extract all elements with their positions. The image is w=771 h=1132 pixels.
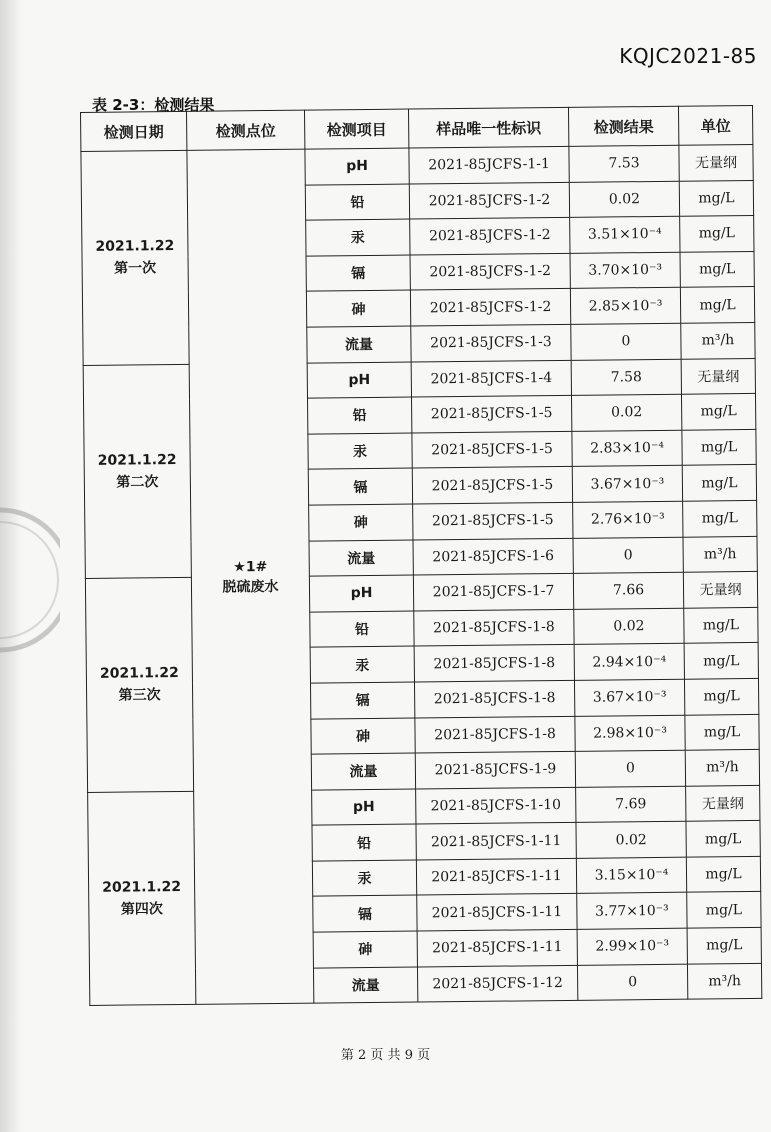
column-header-point: 检测点位 (186, 110, 304, 150)
unit: mg/L (681, 394, 755, 430)
unit: m³/h (687, 963, 761, 999)
unit: mg/L (687, 892, 761, 928)
unit: mg/L (684, 607, 758, 643)
test-result: 7.66 (573, 572, 683, 609)
test-result: 2.99×10⁻³ (577, 928, 687, 965)
test-item: pH (305, 148, 409, 185)
seal-stamp (0, 500, 60, 660)
test-result: 2.76×10⁻³ (573, 501, 683, 538)
sample-id: 2021-85JCFS-1-1 (409, 146, 569, 183)
sample-id: 2021-85JCFS-1-7 (413, 573, 573, 610)
test-result: 0 (575, 750, 685, 787)
sample-id: 2021-85JCFS-1-11 (416, 823, 576, 860)
test-item: 流量 (309, 540, 413, 577)
sample-id: 2021-85JCFS-1-5 (412, 396, 572, 433)
test-item: 砷 (306, 290, 410, 327)
test-item: pH (309, 575, 413, 612)
test-date: 2021.1.22 (99, 665, 179, 683)
test-result: 3.70×10⁻³ (570, 252, 680, 289)
test-result: 0.02 (571, 394, 681, 431)
test-date: 2021.1.22 (102, 878, 182, 896)
test-result: 2.83×10⁻⁴ (572, 430, 682, 467)
sample-id: 2021-85JCFS-1-2 (410, 289, 570, 326)
test-result: 7.69 (576, 786, 686, 823)
sample-id: 2021-85JCFS-1-9 (415, 751, 575, 788)
test-round: 第三次 (118, 687, 161, 705)
unit: mg/L (679, 180, 753, 216)
sample-id: 2021-85JCFS-1-5 (412, 467, 572, 504)
test-result: 0.02 (576, 821, 686, 858)
unit: m³/h (685, 750, 759, 786)
sampling-point-cell (187, 149, 314, 1004)
date-cell (88, 791, 196, 1006)
date-cell (83, 364, 191, 579)
test-item: 铅 (312, 824, 416, 861)
test-item: 汞 (312, 860, 416, 897)
sample-id: 2021-85JCFS-1-5 (413, 502, 573, 539)
sampling-point-code: ★1# (233, 558, 268, 576)
column-header-unit: 单位 (678, 105, 752, 145)
document-number: KQJC2021-85 (619, 44, 757, 68)
test-item: 镉 (308, 468, 412, 505)
test-item: 镉 (310, 682, 414, 719)
test-item: 流量 (311, 753, 415, 790)
test-item: 铅 (308, 397, 412, 434)
unit: m³/h (681, 322, 755, 358)
unit: m³/h (683, 536, 757, 572)
test-item: 汞 (308, 433, 412, 470)
unit: 无量纲 (681, 358, 755, 394)
unit: mg/L (685, 714, 759, 750)
test-item: 铅 (310, 611, 414, 648)
test-item: 汞 (306, 219, 410, 256)
sample-id: 2021-85JCFS-1-8 (415, 716, 575, 753)
test-round: 第一次 (114, 260, 157, 277)
sample-id: 2021-85JCFS-1-5 (412, 431, 572, 468)
column-header-item: 检测项目 (304, 109, 408, 149)
table-caption: 表 2-3：检测结果 (92, 96, 215, 114)
test-item: 镉 (313, 895, 417, 932)
unit: mg/L (686, 821, 760, 857)
test-item: 砷 (309, 504, 413, 541)
test-result: 7.53 (569, 145, 679, 182)
unit: mg/L (680, 216, 754, 252)
test-result: 7.58 (571, 359, 681, 396)
column-header-date: 检测日期 (81, 111, 187, 151)
test-item: 砷 (311, 718, 415, 755)
test-item: 砷 (313, 931, 417, 968)
sample-id: 2021-85JCFS-1-3 (411, 324, 571, 361)
test-item: 镉 (306, 255, 410, 292)
sample-id: 2021-85JCFS-1-11 (416, 858, 576, 895)
test-result: 0 (577, 964, 687, 1001)
sample-id: 2021-85JCFS-1-8 (414, 609, 574, 646)
unit: 无量纲 (679, 144, 753, 180)
test-item: 铅 (305, 184, 409, 221)
test-result: 3.67×10⁻³ (574, 679, 684, 716)
unit: 无量纲 (686, 785, 760, 821)
test-result: 0 (571, 323, 681, 360)
test-item: pH (312, 789, 416, 826)
unit: mg/L (683, 500, 757, 536)
column-header-sample-id: 样品唯一性标识 (408, 107, 568, 148)
date-cell (85, 577, 193, 792)
date-cell (81, 150, 189, 365)
sample-id: 2021-85JCFS-1-4 (411, 360, 571, 397)
unit: mg/L (686, 856, 760, 892)
column-header-result: 检测结果 (568, 106, 678, 146)
unit: mg/L (684, 643, 758, 679)
sampling-point-name: 脱硫废水 (222, 578, 279, 596)
results-body (81, 144, 762, 1005)
sample-id: 2021-85JCFS-1-11 (417, 929, 577, 966)
sample-id: 2021-85JCFS-1-12 (417, 965, 577, 1002)
test-date: 2021.1.22 (97, 451, 177, 469)
unit: mg/L (687, 927, 761, 963)
results-table (80, 105, 762, 1006)
sample-id: 2021-85JCFS-1-10 (416, 787, 576, 824)
page-footer: 第 2 页 共 9 页 (340, 1048, 431, 1063)
test-result: 3.67×10⁻³ (572, 466, 682, 503)
test-result: 2.85×10⁻³ (570, 288, 680, 325)
unit: mg/L (682, 429, 756, 465)
test-result: 3.51×10⁻⁴ (570, 216, 680, 253)
test-result: 0 (573, 537, 683, 574)
test-result: 3.15×10⁻⁴ (576, 857, 686, 894)
test-date: 2021.1.22 (95, 238, 175, 256)
sample-id: 2021-85JCFS-1-2 (409, 182, 569, 219)
sample-id: 2021-85JCFS-1-2 (410, 218, 570, 255)
test-round: 第二次 (116, 474, 159, 491)
sample-id: 2021-85JCFS-1-6 (413, 538, 573, 575)
unit: mg/L (680, 251, 754, 287)
sample-id: 2021-85JCFS-1-8 (414, 645, 574, 682)
unit: mg/L (684, 678, 758, 714)
unit: 无量纲 (683, 572, 757, 608)
test-item: 流量 (307, 326, 411, 363)
sample-id: 2021-85JCFS-1-11 (417, 894, 577, 931)
test-item: 汞 (310, 646, 414, 683)
unit: mg/L (682, 465, 756, 501)
test-round: 第四次 (120, 901, 163, 918)
unit: mg/L (680, 287, 754, 323)
test-result: 0.02 (569, 181, 679, 218)
test-result: 2.98×10⁻³ (575, 715, 685, 752)
sample-id: 2021-85JCFS-1-2 (410, 253, 570, 290)
test-item: 流量 (313, 967, 417, 1004)
sample-id: 2021-85JCFS-1-8 (414, 680, 574, 717)
test-result: 2.94×10⁻⁴ (574, 644, 684, 681)
test-item: pH (307, 362, 411, 399)
test-result: 0.02 (574, 608, 684, 645)
test-result: 3.77×10⁻³ (577, 893, 687, 930)
